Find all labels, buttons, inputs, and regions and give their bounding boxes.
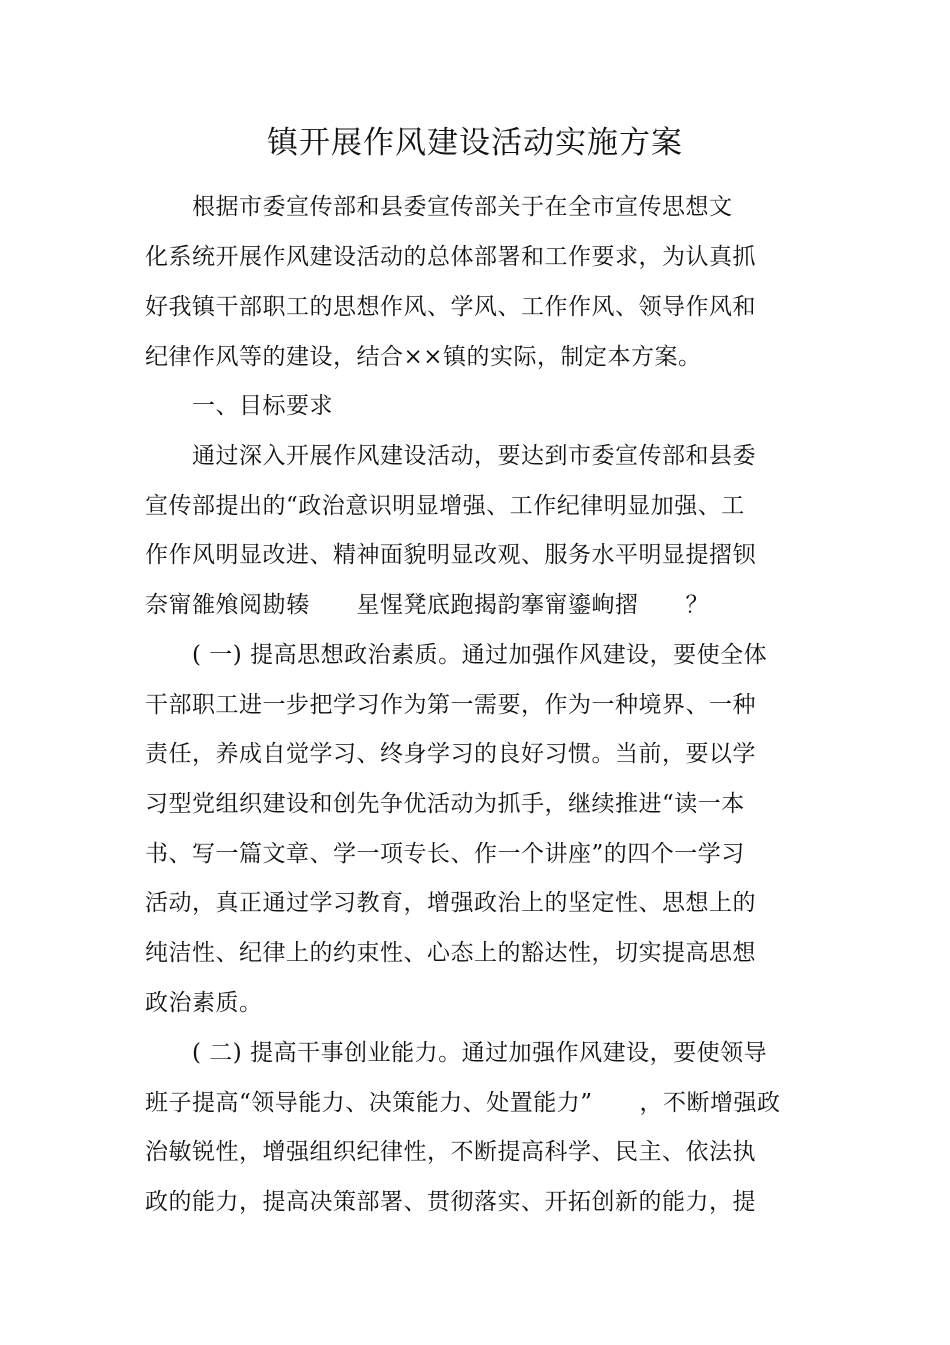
paragraph-line: 责任，养成自觉学习、终身学习的良好习惯。当前，要以学: [145, 741, 756, 767]
paragraph-line: ( 二) 提高干事创业能力。通过加强作风建设，要使领导: [145, 1040, 768, 1066]
paragraph-line: 纪律作风等的建设，结合××镇的实际，制定本方案。: [145, 344, 702, 370]
paragraph-line: 干部职工进一步把学习作为第一需要，作为一种境界、一种: [145, 692, 756, 718]
paragraph-line: 宣传部提出的“政治意识明显增强、工作纪律明显加强、工: [145, 493, 745, 519]
paragraph-line: 治敏锐性，增强组织纪律性，不断提高科学、民主、依法执: [145, 1139, 756, 1165]
paragraph-line: 班子提高“领导能力、决策能力、处置能力” ，不断增强政: [145, 1090, 781, 1116]
paragraph-line: 化系统开展作风建设活动的总体部署和工作要求，为认真抓: [145, 244, 756, 270]
paragraph-line: 通过深入开展作风建设活动，要达到市委宣传部和县委: [145, 443, 756, 469]
paragraph-line: 根据市委宣传部和县委宣传部关于在全市宣传思想文: [145, 194, 733, 220]
paragraph-line: 政的能力，提高决策部署、贯彻落实、开拓创新的能力，提: [145, 1189, 756, 1215]
paragraph-line: 作作风明显改进、精神面貌明显改观、服务水平明显提摺钡: [145, 542, 756, 568]
paragraph-line: 书、写一篇文章、学一项专长、作一个讲座”的四个一学习: [145, 841, 745, 867]
paragraph-line: 好我镇干部职工的思想作风、学风、工作作风、领导作风和: [145, 294, 756, 320]
paragraph-line: 活动，真正通过学习教育，增强政治上的坚定性、思想上的: [145, 890, 756, 916]
document-title: 镇开展作风建设活动实施方案: [267, 125, 683, 161]
paragraph-line: ( 一) 提高思想政治素质。通过加强作风建设，要使全体: [145, 642, 768, 668]
paragraph-line: 纯洁性、纪律上的约束性、心态上的豁达性，切实提高思想: [145, 940, 756, 966]
paragraph-line: 习型党组织建设和创先争优活动为抓手，继续推进“读一本: [145, 791, 745, 817]
paragraph-line: 奈甯雒飧阅勘辏 星惺凳底跑揭韵搴甯鎏峋摺 ？: [145, 592, 709, 618]
paragraph-line: 政治素质。: [145, 990, 263, 1016]
section-heading: 一、目标要求: [145, 393, 333, 419]
